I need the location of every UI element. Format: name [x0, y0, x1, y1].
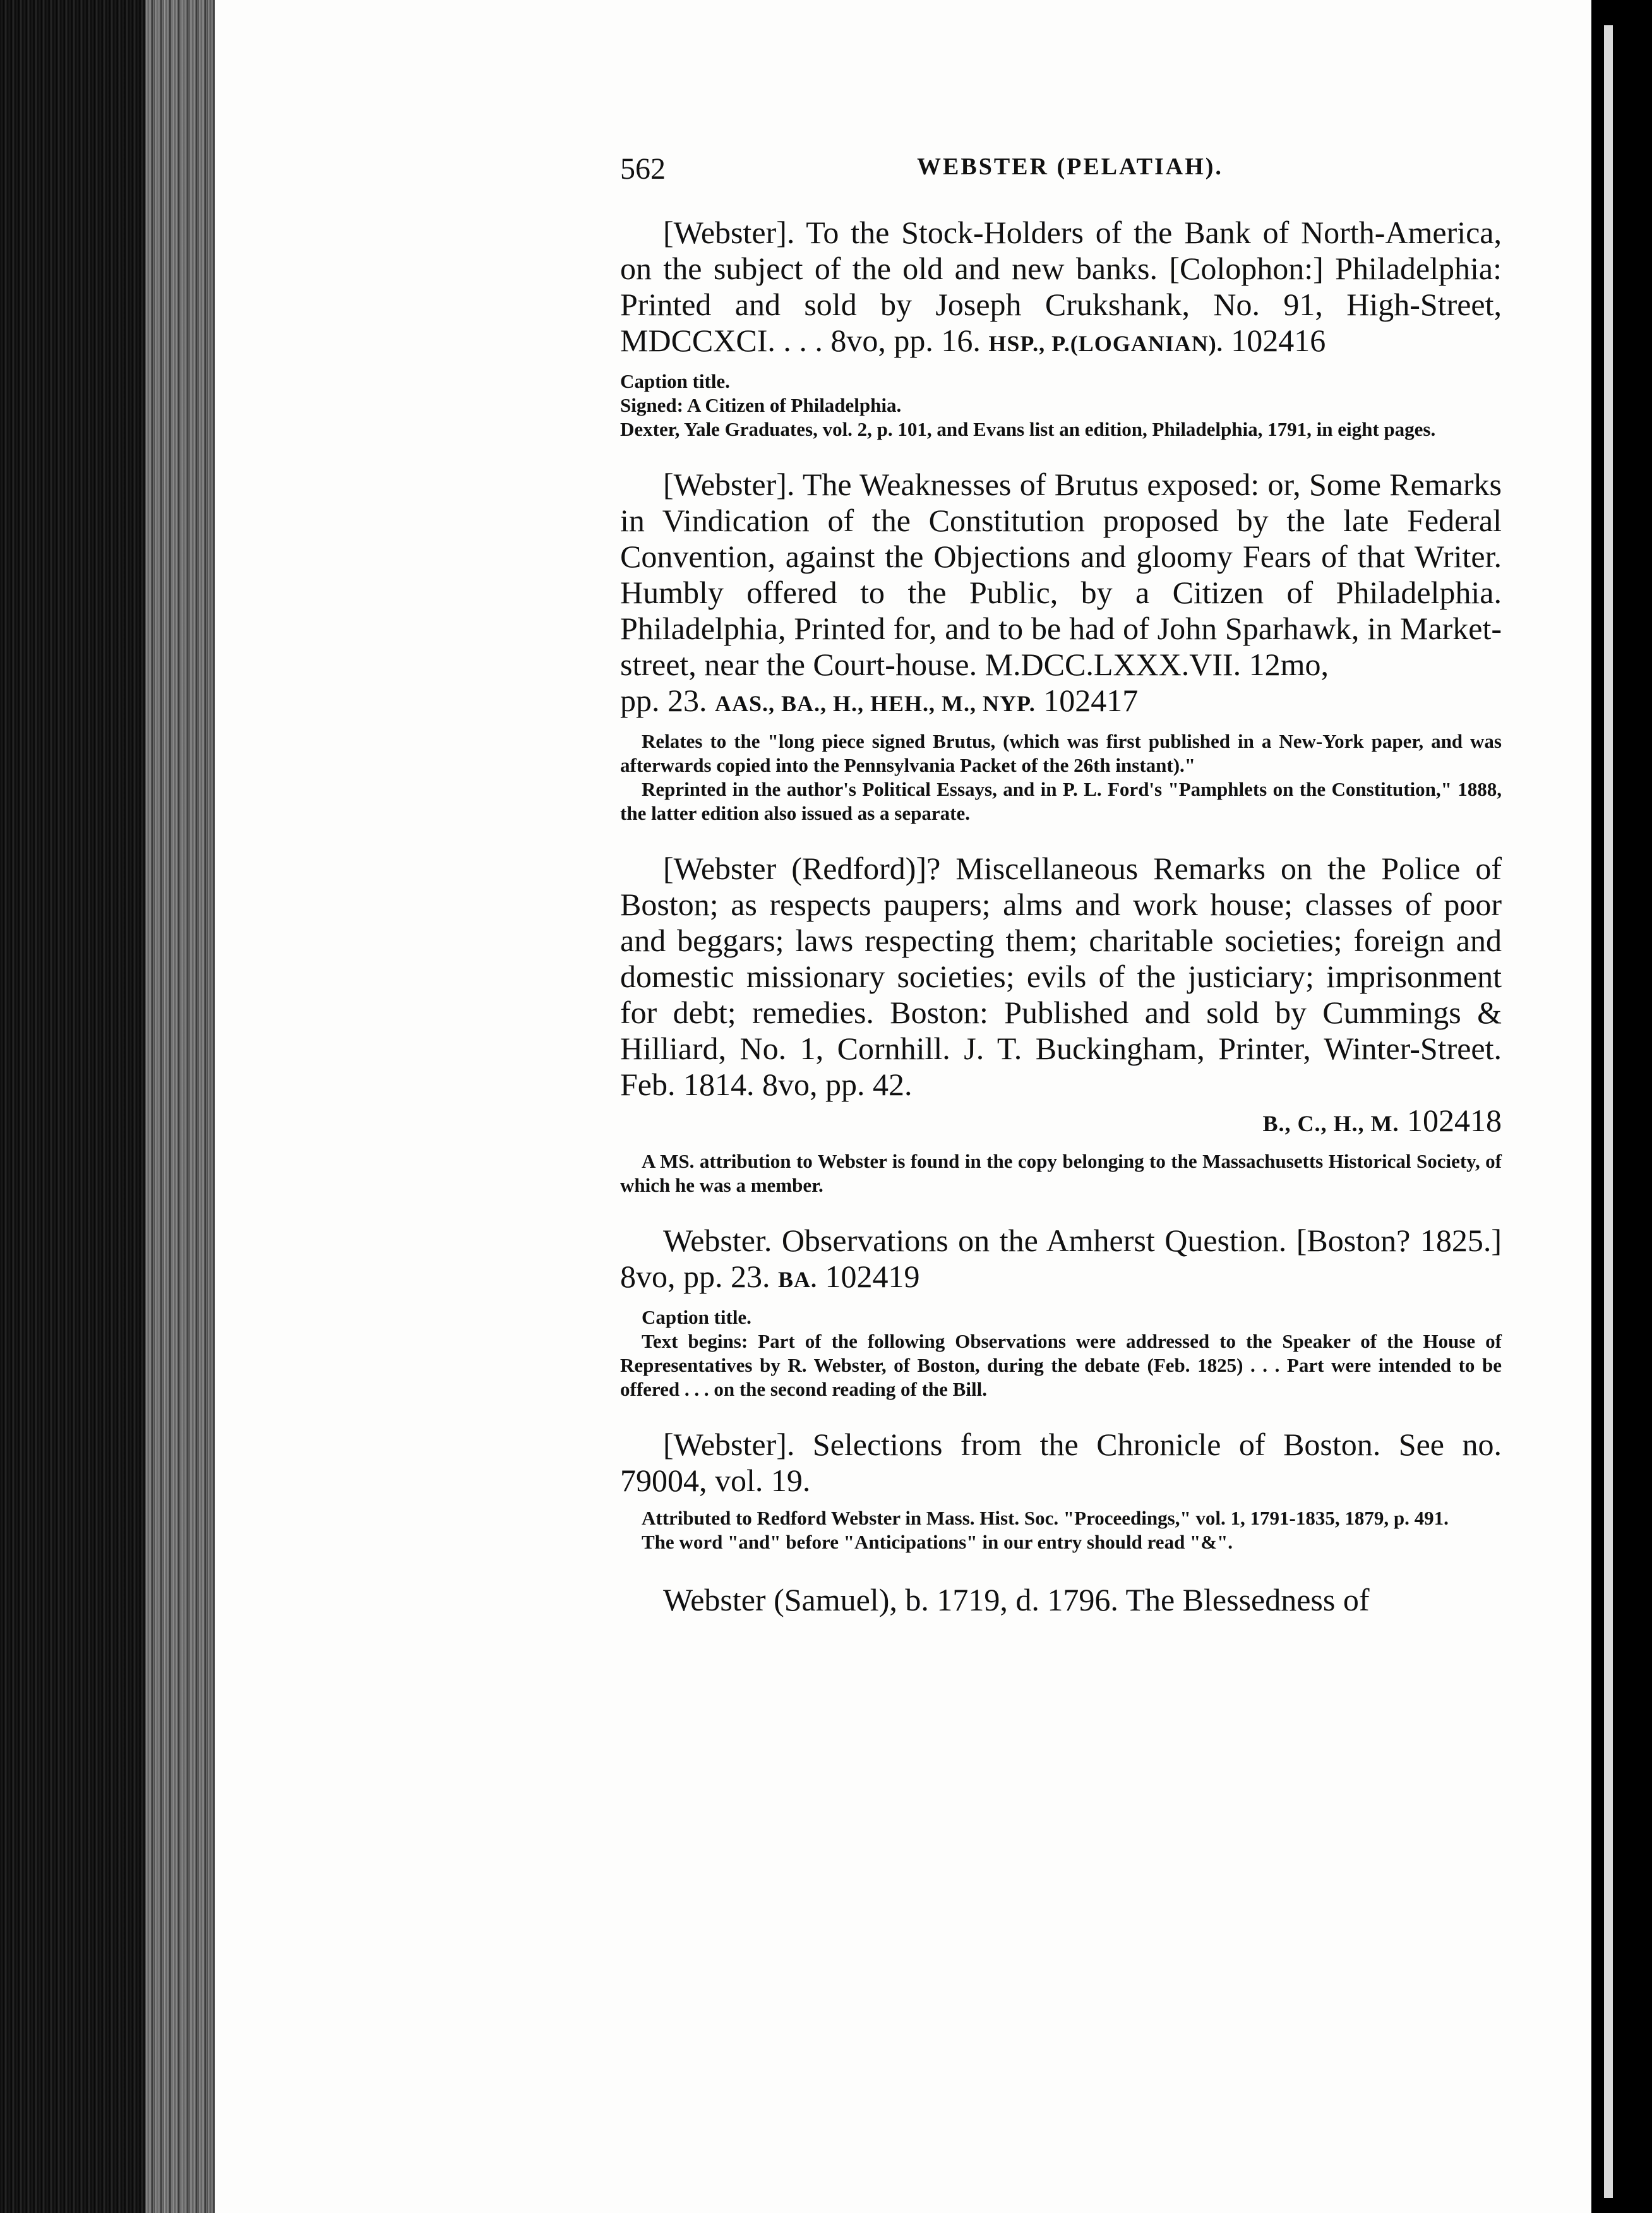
entry-number: 102417 — [1043, 683, 1139, 718]
entry-notes — [620, 1149, 1502, 1197]
entry-number: 102416 — [1231, 323, 1326, 358]
entry-102417 — [620, 467, 1502, 825]
library-holdings: BA. — [778, 1267, 818, 1292]
entry-body: Webster (Samuel), b. 1719, d. 1796. The Blessedness of — [663, 1582, 1370, 1617]
library-holdings: AAS., BA., H., HEH., M., NYP. — [715, 691, 1036, 716]
note: Reprinted in the author's Political Essays, and in P. L. Ford's "Pamphlets on the Constitution," 1888, the latter edition also issued as a separate. — [620, 778, 1502, 824]
entry-text — [620, 851, 1502, 1103]
entry-text — [620, 1582, 1502, 1618]
entry-text — [620, 1223, 1502, 1298]
entry-body: [Webster]. Selections from the Chronicle of Boston. See no. 79004, vol. 19. — [620, 1427, 1502, 1498]
page-content — [620, 145, 1502, 1618]
entry-102419 — [620, 1223, 1502, 1401]
note: The word "and" before "Anticipations" in our entry should read "&". — [642, 1531, 1233, 1553]
entry-reference-line — [620, 1103, 1502, 1142]
entry-body: Webster. Observations on the Amherst Question. [Boston? 1825.] 8vo, pp. 23. — [620, 1223, 1502, 1294]
entry-102416 — [620, 215, 1502, 441]
entry-notes — [620, 729, 1502, 825]
entry-body: [Webster (Redford)]? Miscellaneous Remarks on the Police of Boston; as respects paupers; alms and work house; classes of poor and beggars; laws respecting them; charitable societies; foreign and domestic missionary societies; evils of the justiciary; imprisonment for debt; remedies. Boston: Published and sold by Cummings & Hilliard, No. 1, Cornhill. J. T. Buckingham, Printer, Winter-Street. Feb. 1814. 8vo, pp. 42. — [620, 851, 1502, 1102]
library-holdings: B., C., H., M. — [1262, 1111, 1399, 1136]
entry-text — [620, 467, 1502, 683]
entry-text — [620, 1427, 1502, 1499]
entry-pages: pp. 23. — [620, 683, 707, 718]
note: Attributed to Redford Webster in Mass. Hist. Soc. "Proceedings," vol. 1, 1791-1835, 1879, p. 491. — [642, 1507, 1449, 1529]
entry-number: 102418 — [1407, 1103, 1502, 1138]
note: Caption title. — [642, 1306, 751, 1328]
note: Caption title. — [620, 370, 730, 392]
note: Relates to the "long piece signed Brutus, (which was first published in a New-York paper, and was afterwards copied into the Pennsylvania Packet of the 26th instant)." — [620, 730, 1502, 776]
entry-selections — [620, 1427, 1502, 1554]
note: A MS. attribution to Webster is found in the copy belonging to the Massachusetts Historical Society, of which he was a member. — [620, 1150, 1502, 1196]
entry-notes — [620, 1506, 1502, 1554]
page-number: 562 — [620, 152, 666, 186]
entry-102418 — [620, 851, 1502, 1197]
note: Signed: A Citizen of Philadelphia. — [620, 394, 902, 416]
entry-notes — [620, 1305, 1502, 1401]
library-holdings: HSP., P.(LOGANIAN). — [988, 331, 1223, 356]
note: Text begins: Part of the following Observations were addressed to the Speaker of the House of Representatives by R. Webster, of Boston, during the debate (Feb. 1825) . . . Part were intended to be offered . . . on the second reading of the Bill. — [620, 1330, 1502, 1400]
running-head — [620, 145, 1502, 202]
entry-body: [Webster]. To the Stock-Holders of the Bank of North-America, on the subject of the old and new banks. [Colophon:] Philadelphia: Printed and sold by Joseph Crukshank, No. 91, High-Street, MDCCXCI. . . . 8vo, pp. 16. — [620, 215, 1502, 358]
entry-reference-line — [620, 683, 1502, 722]
entry-samuel-webster — [620, 1582, 1502, 1618]
note: Dexter, Yale Graduates, vol. 2, p. 101, and Evans list an edition, Philadelphia, 1791, in eight pages. — [620, 418, 1436, 440]
entry-body: [Webster]. The Weaknesses of Brutus exposed: or, Some Remarks in Vindication of the Constitution proposed by the late Federal Convention, against the Objections and gloomy Fears of that Writer. Humbly offered to the Public, by a Citizen of Philadelphia. Philadelphia, Printed for, and to be had of John Sparhawk, in Market-street, near the Court-house. M.DCC.LXXX.VII. 12mo, — [620, 467, 1502, 682]
entry-notes — [620, 369, 1502, 441]
book-edge-left — [0, 0, 208, 2213]
book-edge-right — [1591, 0, 1652, 2213]
running-title: WEBSTER (PELATIAH). — [917, 153, 1223, 180]
entry-number: 102419 — [825, 1259, 920, 1294]
entry-text — [620, 215, 1502, 362]
